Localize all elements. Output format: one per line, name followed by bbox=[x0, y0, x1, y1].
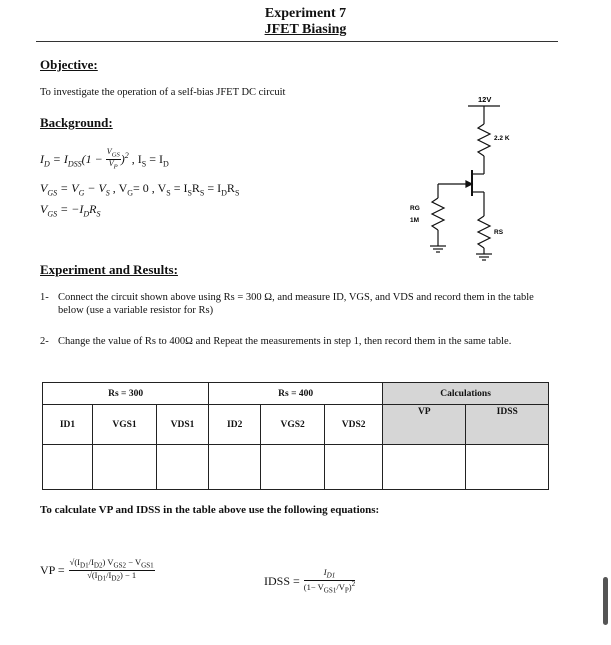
objective-heading: Objective: bbox=[40, 57, 98, 72]
cell-vds1[interactable] bbox=[156, 445, 208, 490]
equation-id: $I_D = I_{DSS}(1$ − $\frac{V_{GS}}{V_P}$ )$^2$ , $I_S = I_D$ bbox=[40, 147, 169, 171]
equation-vp: VP = $\frac{√(I_{D1}/I_{D2}) V_{GS2} - V_{GS1}}{√(I_{D1}/I_{D2}) - 1}$ bbox=[40, 557, 154, 583]
step2-number: 2- bbox=[40, 336, 49, 347]
page-subtitle: JFET Biasing bbox=[264, 22, 347, 37]
table-row bbox=[43, 445, 549, 490]
col-idss: IDSS bbox=[466, 405, 549, 445]
step1-number: 1- bbox=[40, 292, 49, 303]
equations-intro: To calculate VP and IDSS in the table above use the following equations: bbox=[40, 504, 380, 516]
col-vgs1: VGS1 bbox=[93, 405, 157, 445]
cell-vgs2[interactable] bbox=[261, 445, 325, 490]
col-id1: ID1 bbox=[43, 405, 93, 445]
rg-label: RG bbox=[410, 205, 420, 212]
supply-label: 12V bbox=[478, 95, 492, 104]
page-title: Experiment 7 bbox=[264, 6, 347, 21]
rg-value: 1M bbox=[410, 217, 420, 224]
cell-vp[interactable] bbox=[383, 445, 466, 490]
group-calculations: Calculations bbox=[383, 383, 549, 405]
rs-label: RS bbox=[494, 229, 504, 236]
step1-text: Connect the circuit shown above using Rs = 300 Ω, and measure ID, VGS, and VDS and record them in the table below (use a variable resistor for Rs) bbox=[58, 292, 534, 316]
jfet-circuit-diagram bbox=[380, 88, 550, 268]
cell-vgs1[interactable] bbox=[93, 445, 157, 490]
cell-id2[interactable] bbox=[209, 445, 261, 490]
background-heading: Background: bbox=[40, 115, 113, 130]
table-header-row bbox=[43, 405, 549, 445]
vp-lhs: VP = bbox=[40, 562, 65, 577]
col-vp: VP bbox=[383, 405, 466, 445]
table-header-group-row bbox=[43, 383, 549, 405]
col-vds1: VDS1 bbox=[156, 405, 208, 445]
scrollbar-thumb[interactable] bbox=[603, 577, 608, 625]
results-table bbox=[42, 382, 549, 490]
cell-id1[interactable] bbox=[43, 445, 93, 490]
group-rs300: Rs = 300 bbox=[43, 383, 209, 405]
objective-text: To investigate the operation of a self-bias JFET DC circuit bbox=[40, 87, 286, 98]
rd-label: 2.2 K bbox=[494, 135, 510, 142]
group-rs400: Rs = 400 bbox=[209, 383, 383, 405]
cell-vds2[interactable] bbox=[325, 445, 383, 490]
col-vds2: VDS2 bbox=[325, 405, 383, 445]
col-id2: ID2 bbox=[209, 405, 261, 445]
col-vgs2: VGS2 bbox=[261, 405, 325, 445]
title-rule bbox=[36, 41, 558, 42]
equation-vgs-id: $V_{GS} = -I_DR_S$ bbox=[40, 202, 101, 219]
experiment-heading: Experiment and Results: bbox=[40, 262, 178, 277]
idss-lhs: IDSS = bbox=[264, 573, 300, 588]
equation-vgs: $V_{GS} = V_G - V_S$ , $V_G= 0$ , $V_S = I_SR_S = I_DR_S$ bbox=[40, 181, 240, 198]
cell-idss[interactable] bbox=[466, 445, 549, 490]
step2-text: Change the value of Rs to 400Ω and Repeat the measurements in step 1, then record them in the same table. bbox=[58, 336, 512, 347]
equation-idss: IDSS = $\frac{I_{D1}}{(1- V_{GS1}/V_P)^2}$ bbox=[264, 567, 356, 595]
